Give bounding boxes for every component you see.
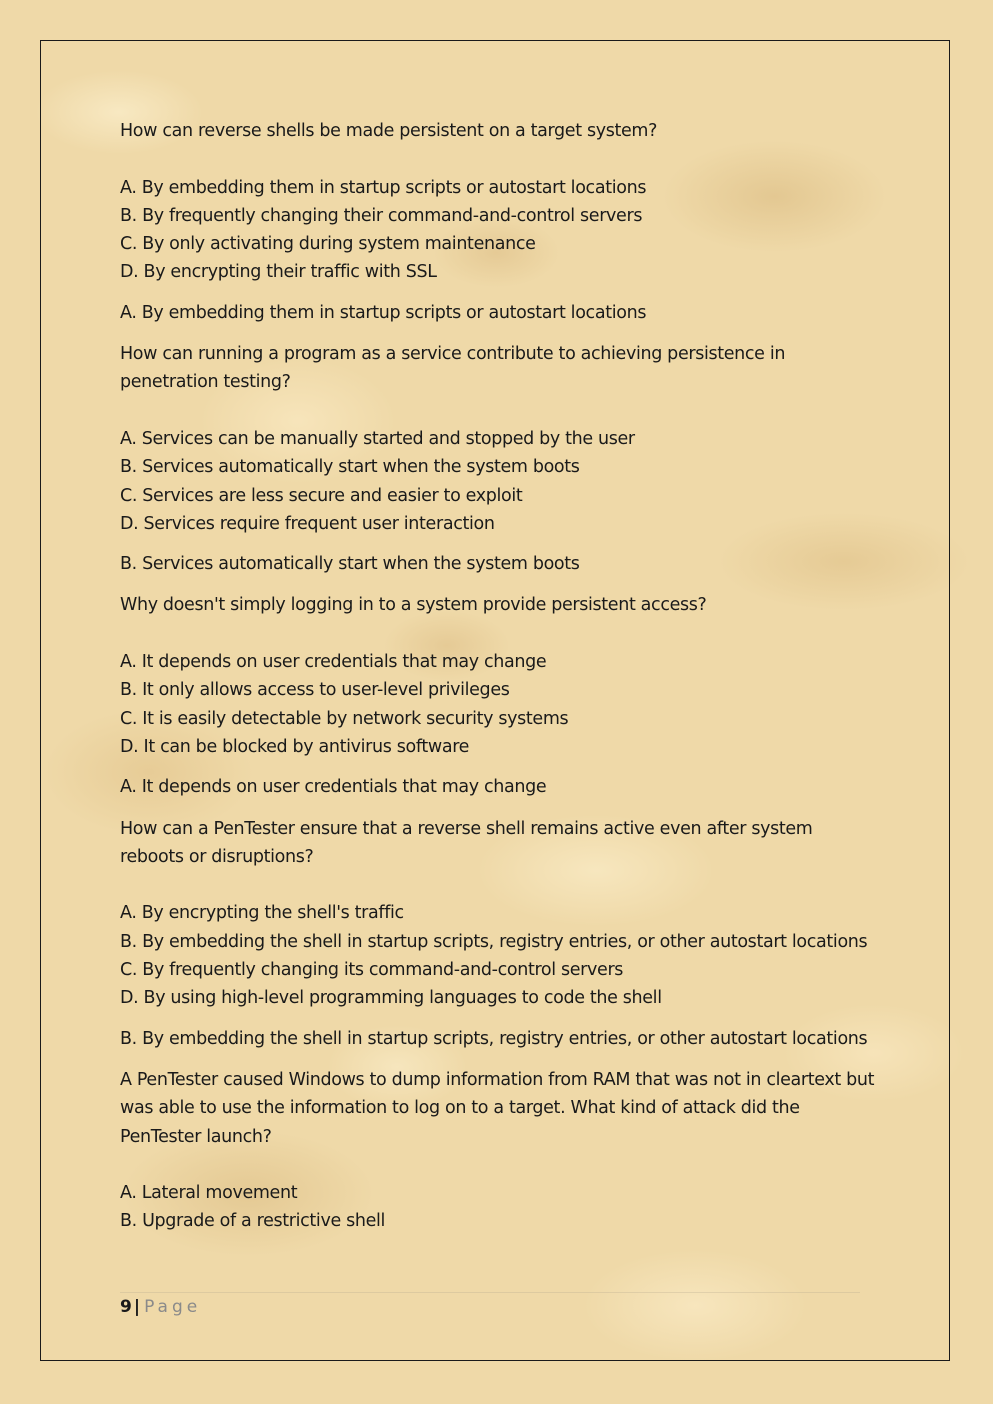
question-block	[120, 340, 880, 578]
question-text: Why doesn't simply logging in to a system provide persistent access?	[120, 595, 707, 616]
options-list	[120, 899, 880, 1012]
option-c: C. By frequently changing its command-and-control servers	[120, 960, 624, 981]
option-b: B. By frequently changing their command-and-control servers	[120, 205, 643, 226]
option-c: C. Services are less secure and easier to exploit	[120, 485, 523, 506]
option-a: A. It depends on user credentials that may change	[120, 652, 547, 673]
option-d: D. By encrypting their traffic with SSL	[120, 262, 437, 283]
question-text: How can running a program as a service contribute to achieving persistence in penetration testing?	[120, 344, 786, 393]
footer-separator: |	[133, 1297, 141, 1317]
answer-text: A. By embedding them in startup scripts or autostart locations	[120, 302, 647, 323]
document-body	[120, 117, 880, 1249]
option-d: D. Services require frequent user interaction	[120, 513, 495, 534]
option-a: A. By encrypting the shell's traffic	[120, 903, 404, 924]
answer-text: B. Services automatically start when the system boots	[120, 554, 580, 575]
answer-text: A. It depends on user credentials that may change	[120, 777, 547, 798]
question-block	[120, 117, 880, 327]
option-b: B. By embedding the shell in startup scripts, registry entries, or other autostart locations	[120, 931, 868, 952]
option-c: C. It is easily detectable by network security systems	[120, 708, 569, 729]
option-a: A. By embedding them in startup scripts or autostart locations	[120, 177, 647, 198]
question-text: How can reverse shells be made persistent on a target system?	[120, 121, 658, 141]
page-number: 9	[120, 1297, 132, 1317]
question-text: How can a PenTester ensure that a reverse shell remains active even after system reboots or disruptions?	[120, 818, 813, 867]
question-block	[120, 1066, 880, 1236]
answer-text: B. By embedding the shell in startup scripts, registry entries, or other autostart locations	[120, 1028, 868, 1049]
option-a: A. Lateral movement	[120, 1183, 298, 1204]
question-text: A PenTester caused Windows to dump information from RAM that was not in cleartext but was able to use the information to log on to a target. What kind of attack did the PenTester launch?	[120, 1069, 875, 1147]
page-label: Page	[144, 1297, 202, 1317]
page-footer	[120, 1295, 201, 1319]
option-b: B. It only allows access to user-level privileges	[120, 680, 510, 701]
option-b: B. Services automatically start when the system boots	[120, 457, 580, 478]
options-list	[120, 425, 880, 538]
options-list	[120, 174, 880, 287]
option-a: A. Services can be manually started and stopped by the user	[120, 428, 635, 449]
option-b: B. Upgrade of a restrictive shell	[120, 1211, 386, 1232]
options-list	[120, 648, 880, 761]
question-block	[120, 815, 880, 1053]
options-list	[120, 1179, 880, 1236]
option-d: D. It can be blocked by antivirus software	[120, 736, 470, 757]
question-block	[120, 591, 880, 801]
option-d: D. By using high-level programming languages to code the shell	[120, 988, 662, 1009]
option-c: C. By only activating during system maintenance	[120, 234, 536, 255]
footer-divider	[120, 1292, 860, 1293]
